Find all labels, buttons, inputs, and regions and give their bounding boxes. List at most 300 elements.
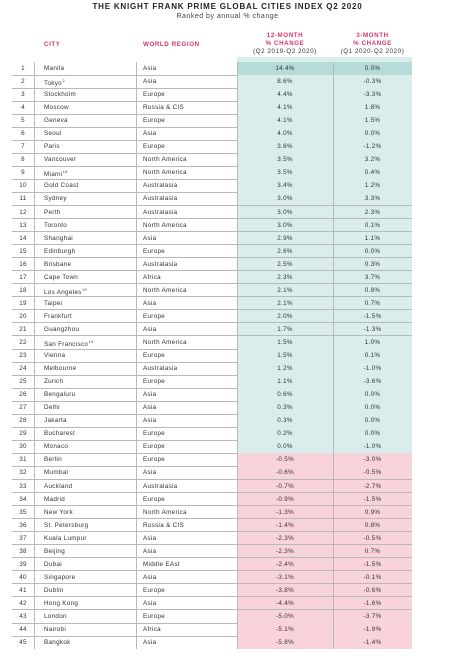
table-row [12, 101, 412, 114]
column-divider [333, 114, 334, 127]
table-row [12, 623, 412, 636]
column-divider [333, 101, 334, 114]
column-divider [237, 427, 238, 440]
change-12m-cell: 2.1% [277, 299, 293, 307]
column-divider [136, 323, 137, 336]
column-divider [237, 101, 238, 114]
city-name: Delhi [44, 404, 60, 412]
table-row [12, 284, 412, 297]
city-name: Miami [44, 171, 63, 179]
city-name: Shanghai [44, 234, 74, 242]
column-divider [136, 284, 137, 297]
column-divider [237, 310, 238, 323]
column-divider [136, 636, 137, 649]
change-12m-cell: 0.0% [277, 443, 293, 451]
region-cell: Africa [143, 626, 161, 634]
city-footnote: 2 [62, 79, 65, 84]
column-divider [34, 440, 35, 453]
column-divider [237, 153, 238, 166]
region-cell: North America [143, 221, 187, 229]
column-divider [237, 636, 238, 649]
column-divider [136, 466, 137, 479]
change-12m-cell: 2.0% [277, 312, 293, 320]
table-row [12, 310, 412, 323]
city-cell [44, 375, 63, 388]
change-3m-cell: 0.0% [364, 65, 381, 72]
region-cell: Asia [143, 547, 157, 555]
column-divider [237, 558, 238, 571]
change-3m-cell: 0.0% [364, 391, 381, 399]
city-cell [44, 506, 73, 519]
column-divider [136, 88, 137, 101]
column-divider [237, 532, 238, 545]
change-3m-cell: -1.2% [363, 143, 382, 151]
region-cell: Asia [143, 130, 157, 138]
change-12m-cell: -4.4% [276, 599, 294, 607]
city-cell [44, 166, 68, 179]
region-cell: Europe [143, 430, 166, 438]
column-divider [237, 610, 238, 623]
change-3m-cell: -0.3% [363, 78, 382, 86]
column-divider [136, 506, 137, 519]
column-divider [333, 545, 334, 558]
change-12m-cell: 0.3% [277, 417, 293, 425]
rank-cell: 4 [21, 104, 25, 112]
rank-cell: 27 [19, 404, 27, 412]
column-divider [136, 166, 137, 179]
city-footnote: 19 [82, 287, 87, 292]
rank-cell: 2 [21, 78, 25, 86]
column-divider [34, 493, 35, 506]
city-cell [44, 284, 87, 297]
column-divider [34, 336, 35, 349]
table-row [12, 414, 412, 427]
column-divider [333, 153, 334, 166]
region-cell: Europe [143, 91, 166, 99]
column-divider [237, 597, 238, 610]
city-cell [44, 349, 65, 362]
city-name: Moscow [44, 104, 69, 112]
column-divider [34, 571, 35, 584]
region-cell: Africa [143, 273, 161, 281]
change-3m-cell: 0.8% [364, 521, 381, 529]
column-divider [34, 153, 35, 166]
column-divider [34, 453, 35, 466]
city-footnote: 19 [88, 339, 94, 344]
column-divider [333, 284, 334, 297]
column-divider [34, 140, 35, 153]
column-divider [34, 414, 35, 427]
city-cell [44, 323, 79, 336]
column-divider [136, 127, 137, 140]
city-cell [44, 610, 67, 623]
column-divider [34, 610, 35, 623]
region-cell: Europe [143, 378, 166, 386]
column-divider [333, 166, 334, 179]
column-divider [136, 140, 137, 153]
city-cell [44, 114, 68, 127]
rank-cell: 17 [19, 273, 27, 281]
column-divider [333, 323, 334, 336]
city-name: Los Angeles [44, 288, 82, 296]
city-name: London [44, 612, 67, 620]
column-divider [136, 258, 137, 271]
city-name: Seoul [44, 130, 62, 138]
column-divider [136, 480, 137, 493]
column-divider [34, 271, 35, 284]
table-row [12, 297, 412, 310]
rank-cell: 42 [19, 599, 27, 607]
column-divider [136, 245, 137, 258]
column-divider [136, 62, 137, 75]
change-12m-cell: -0.9% [276, 495, 294, 503]
column-divider [237, 140, 238, 153]
change-3m-cell: 3.3% [364, 195, 381, 203]
column-divider [333, 506, 334, 519]
table-row [12, 388, 412, 401]
city-cell [44, 140, 60, 153]
column-divider [333, 571, 334, 584]
change-12m-cell: 1.5% [277, 338, 293, 346]
city-name: Mumbai [44, 469, 69, 477]
column-divider [237, 206, 238, 219]
table-row [12, 375, 412, 388]
rank-cell: 1 [21, 65, 25, 72]
rank-cell: 31 [19, 456, 27, 464]
rank-cell: 33 [19, 482, 27, 490]
column-divider [333, 297, 334, 310]
change-3m-cell: -1.3% [363, 325, 382, 333]
city-cell [44, 623, 66, 636]
column-divider [333, 414, 334, 427]
region-cell: Europe [143, 612, 166, 620]
column-divider [237, 323, 238, 336]
change-12m-cell: -2.4% [276, 560, 294, 568]
change-12m-cell: -1.4% [276, 521, 294, 529]
table-row [12, 480, 412, 493]
column-divider [34, 545, 35, 558]
column-divider [333, 388, 334, 401]
column-divider [136, 388, 137, 401]
region-cell: Europe [143, 495, 166, 503]
column-divider [237, 284, 238, 297]
region-cell: North America [143, 338, 187, 346]
city-name: Singapore [44, 573, 76, 581]
rank-cell: 29 [19, 430, 27, 438]
table-row [12, 532, 412, 545]
column-divider [237, 388, 238, 401]
city-cell [44, 232, 73, 245]
table-row [12, 232, 412, 245]
column-divider [237, 506, 238, 519]
column-divider [237, 480, 238, 493]
column-divider [333, 310, 334, 323]
column-divider [34, 62, 35, 75]
rank-cell: 45 [19, 639, 27, 647]
city-cell [44, 453, 62, 466]
change-3m-cell: -0.5% [363, 534, 382, 542]
column-divider [34, 245, 35, 258]
column-divider [333, 610, 334, 623]
column-divider [136, 297, 137, 310]
change-3m-cell: -1.4% [363, 639, 382, 647]
city-name: Kuala Lumpur [44, 534, 87, 542]
city-name: Taipei [44, 299, 63, 307]
change-12m-cell: 3.0% [277, 208, 293, 216]
change-3m-cell: 3.2% [364, 156, 381, 164]
column-divider [34, 519, 35, 532]
column-divider [34, 584, 35, 597]
change-12m-cell: 3.4% [277, 182, 293, 190]
column-divider [237, 466, 238, 479]
region-cell: North America [143, 508, 187, 516]
change-3m-cell: 1.0% [364, 338, 381, 346]
change-3m-cell: -3.7% [363, 612, 382, 620]
column-divider [136, 545, 137, 558]
column-divider [333, 597, 334, 610]
column-divider [136, 401, 137, 414]
city-name: Vienna [44, 352, 66, 360]
column-divider [333, 75, 334, 88]
region-cell: Asia [143, 234, 157, 242]
change-12m-cell: 3.0% [277, 221, 293, 229]
column-divider [34, 323, 35, 336]
column-divider [237, 232, 238, 245]
column-divider [136, 558, 137, 571]
change-3m-cell: -3.0% [363, 456, 382, 464]
column-divider [34, 480, 35, 493]
column-divider [136, 584, 137, 597]
change-12m-cell: 1.1% [277, 378, 293, 386]
rank-cell: 34 [19, 495, 27, 503]
column-divider [333, 532, 334, 545]
rank-cell: 3 [21, 91, 25, 99]
city-name: Melbourne [44, 365, 77, 373]
region-cell: Russia & CIS [143, 104, 185, 112]
region-cell: Asia [143, 391, 157, 399]
column-divider [34, 192, 35, 205]
column-divider [237, 401, 238, 414]
region-cell: Middle EAst [143, 560, 180, 568]
change-3m-cell: 0.0% [364, 130, 381, 138]
column-divider [333, 375, 334, 388]
city-name: Brisbane [44, 260, 72, 268]
city-cell [44, 127, 62, 140]
change-3m-cell: 3.7% [364, 273, 381, 281]
header-12m-line1: 12-MONTH [266, 32, 304, 39]
column-divider [136, 571, 137, 584]
column-divider [237, 440, 238, 453]
change-12m-cell: 4.1% [277, 104, 293, 112]
column-divider [333, 258, 334, 271]
change-12m-cell: 1.7% [277, 325, 293, 333]
region-cell: Europe [143, 352, 166, 360]
column-divider [136, 310, 137, 323]
city-name: Bucharest [44, 430, 76, 438]
table-row [12, 466, 412, 479]
column-divider [136, 440, 137, 453]
column-divider [136, 101, 137, 114]
region-cell: Australasia [143, 208, 178, 216]
column-divider [136, 75, 137, 88]
city-cell [44, 192, 67, 205]
change-3m-cell: 1.5% [364, 117, 381, 125]
column-divider [237, 245, 238, 258]
city-name: Guangzhou [44, 325, 80, 333]
city-cell [44, 493, 65, 506]
column-divider [34, 258, 35, 271]
region-cell: Europe [143, 586, 166, 594]
column-divider [237, 453, 238, 466]
city-name: Auckland [44, 482, 73, 490]
region-cell: Australasia [143, 195, 178, 203]
column-divider [237, 192, 238, 205]
column-divider [34, 101, 35, 114]
column-divider [136, 362, 137, 375]
change-3m-cell: -1.0% [363, 443, 382, 451]
city-name: Geneva [44, 117, 68, 125]
change-12m-cell: -2.3% [276, 534, 294, 542]
column-divider [333, 245, 334, 258]
table-row [12, 597, 412, 610]
city-name: Nairobi [44, 626, 67, 634]
region-cell: North America [143, 169, 187, 177]
column-divider [333, 636, 334, 649]
column-divider [333, 623, 334, 636]
city-cell [44, 258, 71, 271]
rank-cell: 10 [19, 182, 27, 190]
column-divider [136, 349, 137, 362]
city-name: Berlin [44, 456, 62, 464]
change-3m-cell: 0.1% [364, 221, 381, 229]
column-divider [34, 349, 35, 362]
region-cell: Europe [143, 443, 166, 451]
column-divider [136, 375, 137, 388]
table-row [12, 571, 412, 584]
column-divider [333, 271, 334, 284]
column-divider [34, 506, 35, 519]
city-footnote: 18 [62, 170, 68, 175]
change-3m-cell: 0.0% [364, 247, 381, 255]
table-row [12, 558, 412, 571]
column-divider [333, 440, 334, 453]
table-row [12, 584, 412, 597]
column-divider [136, 271, 137, 284]
city-cell [44, 336, 93, 349]
table-row [12, 440, 412, 453]
city-name: St. Petersburg [44, 521, 89, 529]
column-divider [136, 493, 137, 506]
city-name: Zurich [44, 378, 64, 386]
rank-cell: 18 [19, 286, 27, 294]
change-12m-cell: -0.6% [276, 469, 294, 477]
change-12m-cell: 3.6% [277, 143, 293, 151]
city-name: Madrid [44, 495, 66, 503]
city-name: Tokyo [44, 80, 62, 88]
column-divider [34, 166, 35, 179]
table-row [12, 401, 412, 414]
change-12m-cell: -1.3% [276, 508, 294, 516]
region-cell: Australasia [143, 482, 178, 490]
change-12m-cell: -2.3% [276, 547, 294, 555]
table-row [12, 271, 412, 284]
column-divider [34, 310, 35, 323]
change-3m-cell: 0.0% [364, 430, 381, 438]
column-divider [34, 284, 35, 297]
city-cell [44, 62, 64, 75]
change-12m-cell: 3.5% [277, 156, 293, 164]
change-3m-cell: 0.7% [364, 299, 381, 307]
column-divider [237, 362, 238, 375]
city-name: Dubai [44, 560, 62, 568]
city-name: Paris [44, 143, 60, 151]
column-divider [237, 179, 238, 192]
table-row [12, 453, 412, 466]
region-cell: Asia [143, 534, 157, 542]
region-cell: Asia [143, 78, 157, 86]
table-row [12, 140, 412, 153]
change-12m-cell: 14.4% [275, 65, 295, 72]
city-cell [44, 584, 64, 597]
column-divider [136, 623, 137, 636]
column-divider [237, 271, 238, 284]
rank-cell: 12 [19, 208, 27, 216]
table-title: THE KNIGHT FRANK PRIME GLOBAL CITIES INDEX Q2 2020 [92, 2, 363, 11]
table-row [12, 88, 412, 101]
column-divider [333, 427, 334, 440]
column-divider [237, 258, 238, 271]
column-divider [237, 545, 238, 558]
change-12m-cell: 2.5% [277, 260, 293, 268]
column-divider [34, 623, 35, 636]
column-divider [34, 532, 35, 545]
header-3m-period: (Q1 2020-Q2 2020) [340, 48, 405, 55]
column-divider [333, 519, 334, 532]
column-divider [237, 349, 238, 362]
rank-cell: 14 [19, 234, 27, 242]
column-divider [237, 519, 238, 532]
column-divider [333, 140, 334, 153]
table-subtitle: Ranked by annual % change [176, 13, 279, 20]
change-3m-cell: 0.0% [364, 404, 381, 412]
region-cell: Europe [143, 247, 166, 255]
column-divider [136, 532, 137, 545]
column-divider [237, 414, 238, 427]
column-divider [333, 219, 334, 232]
column-divider [34, 362, 35, 375]
table-row [12, 192, 412, 205]
header-12m-line2: % CHANGE [265, 40, 305, 47]
column-divider [333, 232, 334, 245]
table-row [12, 362, 412, 375]
city-cell [44, 310, 72, 323]
city-cell [44, 206, 61, 219]
table-row [12, 75, 412, 88]
city-cell [44, 219, 67, 232]
column-divider [136, 336, 137, 349]
table-row [12, 545, 412, 558]
city-name: Gold Coast [44, 182, 79, 190]
region-cell: Asia [143, 65, 157, 72]
table-row [12, 62, 412, 75]
city-cell [44, 571, 75, 584]
column-divider [333, 401, 334, 414]
rank-cell: 15 [19, 247, 27, 255]
city-cell [44, 597, 78, 610]
column-divider [333, 466, 334, 479]
column-divider [34, 558, 35, 571]
change-3m-cell: 0.9% [364, 508, 381, 516]
